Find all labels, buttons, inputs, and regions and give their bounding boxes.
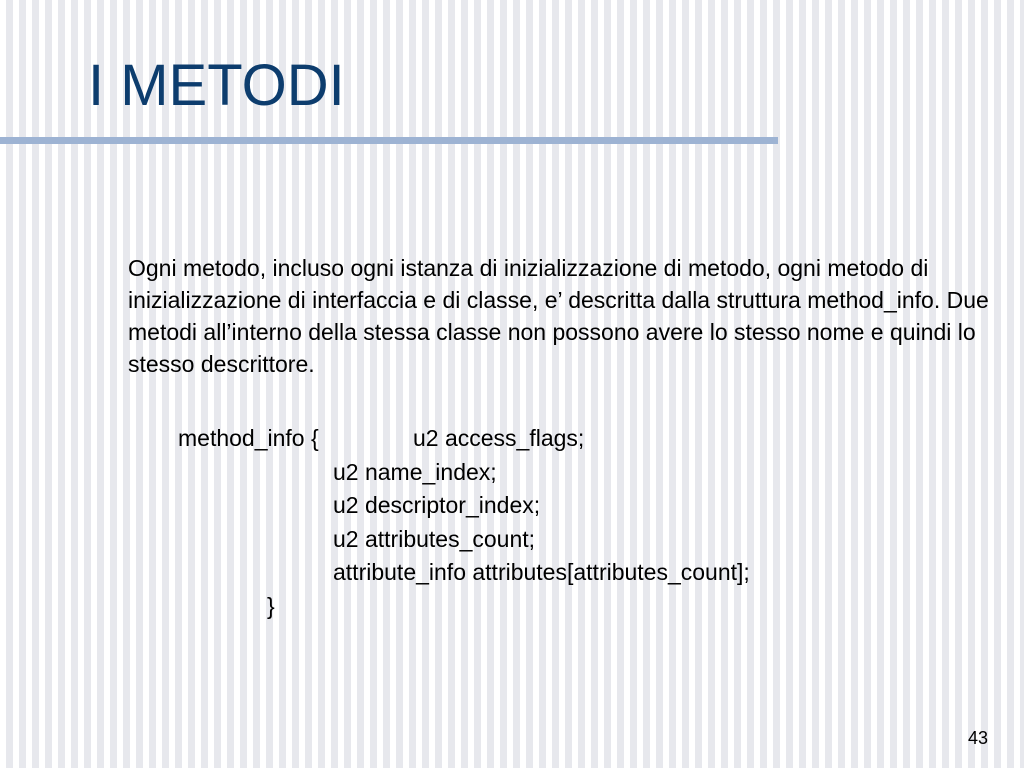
field-attributes: attribute_info attributes[attributes_count]; bbox=[333, 559, 750, 585]
struct-open: method_info { bbox=[178, 425, 319, 451]
title-underline bbox=[0, 137, 778, 144]
struct-close: } bbox=[267, 592, 275, 619]
field-name-index: u2 name_index; bbox=[333, 458, 497, 485]
field-descriptor-index: u2 descriptor_index; bbox=[333, 492, 541, 518]
field-attributes-count: u2 attributes_count; bbox=[333, 525, 536, 552]
description-paragraph: Ogni metodo, incluso ogni istanza di inizializzazione di metodo, ogni metodo di inizializzazione di interfaccia e di classe, e’ descritta dalla struttura method_info. Due metodi all’interno della stessa classe non possono avere lo stesso nome e quindi lo stesso descrittore. bbox=[128, 255, 989, 377]
page-number: 43 bbox=[967, 728, 988, 748]
slide-title: I METODI bbox=[88, 53, 345, 118]
field-access-flags: u2 access_flags; bbox=[413, 425, 585, 451]
